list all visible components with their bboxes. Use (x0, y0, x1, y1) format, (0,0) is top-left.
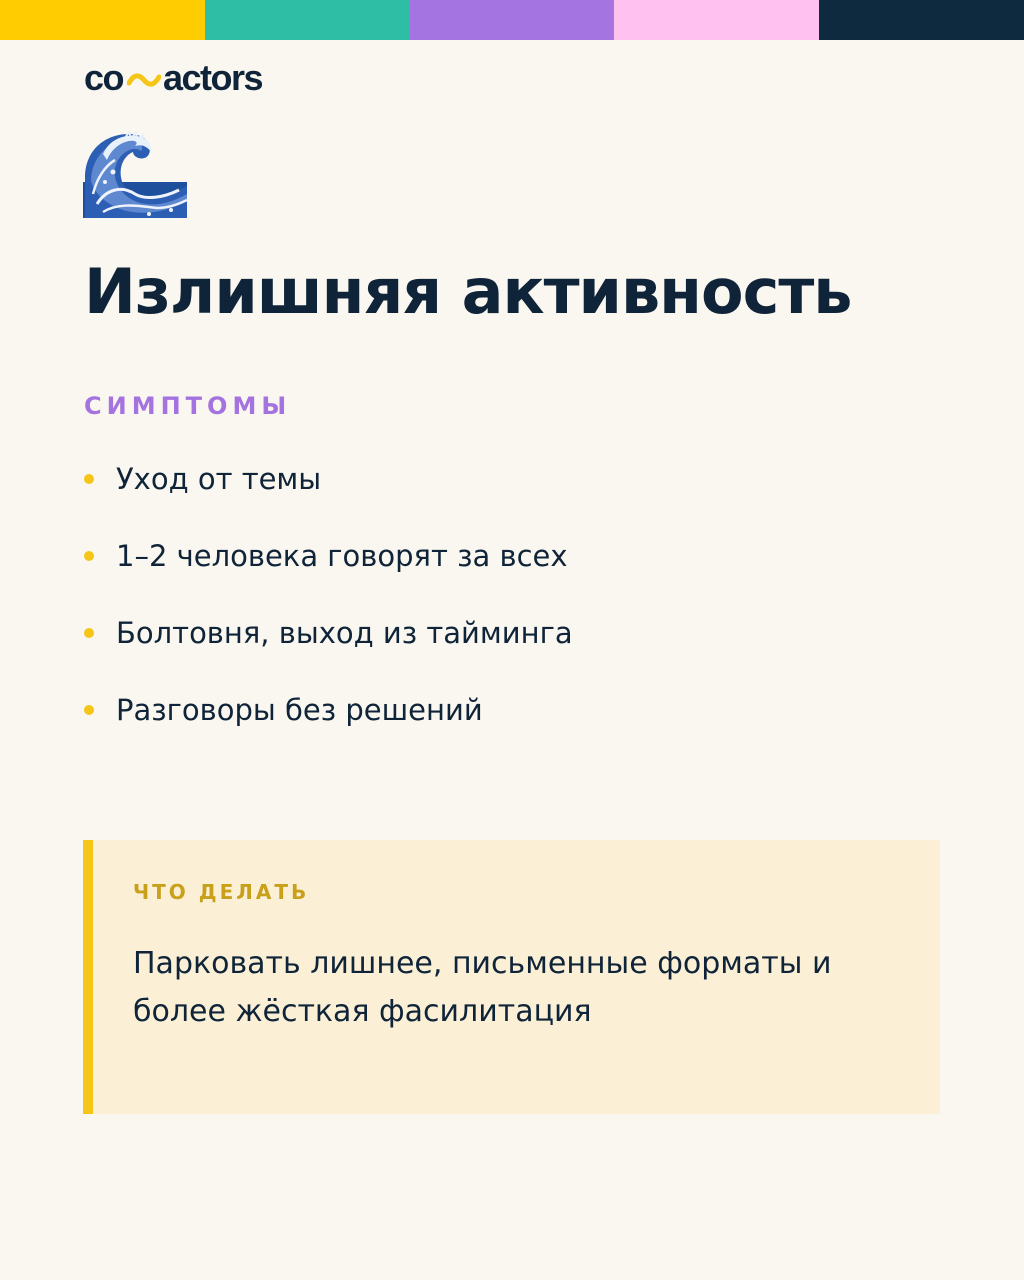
callout-text: Парковать лишнее, письменные форматы и более жёсткая фасилитация (133, 946, 832, 1029)
symptom-text: Болтовня, выход из тайминга (116, 616, 573, 650)
stripe-segment-navy (819, 0, 1024, 40)
bullet-dot-icon (84, 551, 94, 561)
list-item (84, 687, 944, 733)
logo-text-actors: actors (163, 57, 263, 98)
bullet-dot-icon (84, 628, 94, 638)
what-to-do-callout (83, 840, 940, 1114)
bullet-dot-icon (84, 474, 94, 484)
stripe-segment-pink (614, 0, 819, 40)
logo-tilde-icon (127, 70, 161, 90)
callout-accent-bar (83, 840, 93, 1114)
stripe-segment-purple (410, 0, 615, 40)
stripe-segment-yellow (0, 0, 205, 40)
brand-logo (84, 58, 262, 98)
symptom-text: Разговоры без решений (116, 693, 483, 727)
list-item (84, 533, 944, 579)
symptom-text: 1–2 человека говорят за всех (116, 539, 568, 573)
list-item (84, 456, 944, 502)
symptoms-label: СИМПТОМЫ (84, 392, 292, 420)
logo-text-co: co (84, 57, 124, 98)
ocean-wave-icon (83, 130, 187, 218)
bullet-dot-icon (84, 705, 94, 715)
symptoms-list (84, 456, 944, 764)
top-color-stripe (0, 0, 1024, 40)
symptom-text: Уход от темы (116, 462, 322, 496)
list-item (84, 610, 944, 656)
callout-label: ЧТО ДЕЛАТЬ (133, 880, 310, 904)
page-title: Излишняя активность (84, 255, 852, 328)
stripe-segment-teal (205, 0, 410, 40)
